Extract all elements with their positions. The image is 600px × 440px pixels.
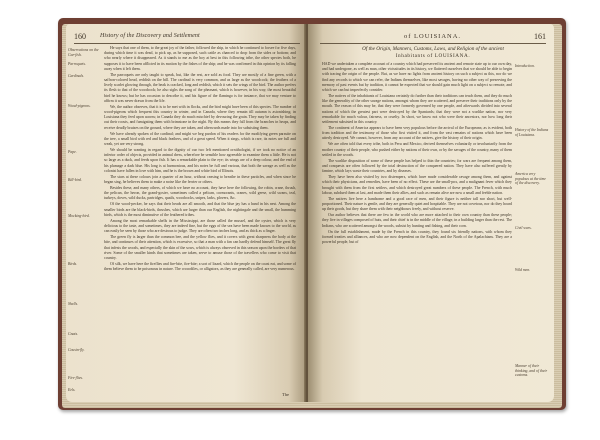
- margin-note: Civil wars.: [515, 226, 532, 230]
- margin-note: Wild men.: [515, 268, 531, 272]
- catchword: The: [282, 392, 289, 397]
- margin-note: Gnats.: [68, 332, 79, 336]
- margin-notes-right: [515, 62, 551, 396]
- paragraph: Of silk, we have here the fireflies and fire-bite, fire-bite; a sort of lizard, which the people on the coast eat, and some of them believe them to be poisonous in nature. The crocodiles, or alligators, as they are generally called, are very numerous.: [104, 262, 296, 272]
- head-rule-left: [74, 43, 300, 44]
- margin-note: Bill-bird.: [68, 178, 82, 182]
- margin-note: Cardinals.: [68, 74, 84, 78]
- margin-note: America very populous at the time of the discovery.: [515, 172, 546, 185]
- left-page: [66, 24, 306, 402]
- right-page: [308, 24, 554, 402]
- chapter-title: [320, 46, 546, 59]
- paragraph: The green fly is larger than the common bee, and the yellow flies, and it covers with great sharpness the body at the bite, and continues of their attention, which is excessive, so that a man with a fan can hardly defend himself. The great fly that infests the woods, and especially the skin of the sows, which is always observed in this season upon the borders of that river. Some of the smaller kinds that sometimes are taken, serve to amuse those of the travellers who come to visit that country.: [104, 235, 296, 261]
- paragraph: Of the wood-pecker, he says that their heads are all smooth, and that the blue jay has a hand in his nest. Among the smaller birds are the black-birds, thrushes, which are larger than our English, the nightingale and the small, the humming birds, which is the most diminutive of the feathered tribes.: [104, 202, 296, 217]
- margin-note: Birds.: [68, 262, 78, 266]
- open-book: [58, 18, 566, 410]
- paragraph: HAD we undertaken a complete account of a country which had preserved its ancient and remote state up to our own day, and had undergone, as well as man, other vicissitudes in its history, we flattered ourselves that we should be able to begin with tracing the origin of the people. But, as we have no lights from ancient history on such a subject as this, nor do we find any records to which we can refer, the Indians themselves, like most savages, having no other way of preserving the memory of past events but by tradition, it cannot be expected that we should gain much light on a subject so remote, and which we can but imperfectly consider.: [322, 62, 512, 93]
- paragraph: We should be wanting in regard to the dignity of our two left mentioned ornithologist, if we took no notice of an inferior order of objects, provided in animal dress, wherefore be sensible how agreeable to examine them a little. He is not so large as a duck, and feeds upon fish. It has a remarkable plain to the eye; its wings are of a deep colour, and the end of his plumage a dark blue. His long is at harmonious, and his notes be full and various, that both the savage as well as the colonist have fallen in love with him, and he is the brown and white bird of Illinois.: [104, 148, 296, 173]
- paragraph: The natives of the inhabitants of Louisiana certainly do further than their traditions can teach them, and they do much like the generality of the other savage nations, amongst whom they are scattered, and preserve their traditions only by the mouth. The reason of this may be, that they were formerly governed by one people, and afterwards divided into several nations of which the greatest part were destroyed by the Spaniards; that they were not a warlike nation, nor very remarkable for much valour, fairness, or cruelty. In short, we know not who were their ancestors, nor how long their settlement subsisted in this country.: [322, 94, 512, 125]
- paragraph: We are often told that every tribe, both in Peru and Mexico, derived themselves voluntarily or involuntarily from the mother country of their people, who pushed either by nations of their own, or by the savages of the country, many of them settled in the woods.: [322, 142, 512, 157]
- paragraph: Besides these, and many others, of which we have no account, they have here the following, the robin, crane, thrush, the pelican, the heron, the grand-gosier, sometimes called a pelican, cormorants, cranes, wild geese, wild swans, teal, turkeys, doves, wild ducks, partridges, quails, woodcocks, snipes, larks, plovers, &c.: [104, 186, 296, 201]
- margin-note: History of the Indians of Louisiana.: [515, 128, 549, 137]
- margin-note: Parroquets.: [68, 62, 86, 66]
- page-number-left: 160: [74, 32, 86, 41]
- margin-note: Manner of their thinking, and of their customs.: [515, 364, 548, 377]
- chapter-subtitle: Inhabitants of LOUISIANA.: [395, 52, 471, 59]
- running-head-right: of LOUISIANA.: [404, 33, 462, 40]
- margin-notes-left: [68, 46, 102, 396]
- paragraph: Our author believes that there are few in the world who are more attached to their own country than these people; they live in villages composed of huts, and their chief is in the middle of the village, in a building larger than the rest. The Indians, who are scattered amongst the woods, subsist by hunting and fishing, and their corn.: [322, 213, 512, 228]
- paragraph: The parroquets are only taught to speak, but, like the rest, are sold as food. They are mostly of a fine green, with a saffron-colored head, reddish on the bill. The cardinal is very common, and as large as the woodcock; the feathers of a lively scarlet glowing through, the beak is cracked, long and reddish, which it sets the wings of the bird. The author prefers its flesh to that of the woodcock; he also sighs the song of the pheasant, which is however, in his way, the most beautiful bird he knows; but he has occasion to describe it, and his figure of the flamingo is for instance, that we may venture to affirm it was never drawn from the life.: [104, 72, 296, 103]
- margin-note: Observations on the Gar-fish.: [68, 48, 99, 57]
- margin-note: Pape.: [68, 150, 77, 154]
- body-text-left: [104, 46, 296, 390]
- margin-note: Cousin-fly.: [68, 348, 85, 352]
- paragraph: The warlike disposition of some of these people has helped to thin the countries; for wars are frequent among them, and conquests are often followed by the total destruction of the conquered nation. They have also suffered greatly by famine, which lays waste their countries, and by diseases.: [322, 158, 512, 174]
- paragraph: He says that one of them, to the great joy of the father, followed the ship, in which he continued to forsee for five days, during which time it was dead, to pick up, as he supposed, such cattle as chanced to drop from the sides or bottom; and who nearly where it disappeared. As it stands to me as the boy at best in this following tribe, the other species both, he supposes it to have been afflicted in its motion by the fishes of the ship; and he was confirmed in this opinion by its falling away when it left them.: [104, 46, 296, 71]
- paragraph: We, the author observes, that it is to be met with in flocks, and the bird might have been of this species. The number of wood-pigeons which frequent this country in winter, and in Canada, where they remain till autumn is astonishing; in Louisiana they feed upon acorns; in Canada they do much mischief by devouring the grain. They may be taken by finding out their roosts, and fumigating them with brimstone in the night. By this means they fall from the branches in heaps, and receive deadly bruises on the ground, where they are taken, and afterwards made into for subsisting them.: [104, 104, 296, 130]
- paragraph: The natives live here a handsome and a good race of men, and their figure is neither tall nor short, but well-proportioned. Their nature is gentle, and they are generally quiet and hospitable. They are not covetous, nor do they hoard up their goods, but they share them with their neighbours freely, and without reserve.: [322, 196, 512, 212]
- paragraph: Among the most remarkable shells in the Mississippi, are those called the mussel, and the oyster, which is very delicious to the taste, and sometimes, they are indeed fine, but the eggs of the sea have been made known to the world, as can easily be seen by those who are desirous to judge. They are often two inches long, and as thick as a finger.: [104, 218, 296, 234]
- head-rule-right: [320, 43, 546, 44]
- paragraph: We have already spoken of the cardinal; and might we beg pardon of his readers for the modifying green parasite on the tree, a small bird with red and black feathers, and of a great speed. When it sings, which is rare, its notes are full and weak, yet are very strong.: [104, 131, 296, 147]
- margin-note: Fire-flies.: [68, 376, 83, 380]
- paragraph: The continent of America appears to have been very populous before the arrival of the Europeans; as is evident, both from tradition and the testimony of those who first visited it, and from the vast remains of nations which have been utterly destroyed. We cannot, however, from any account of the natives, give the history of their origin.: [322, 126, 512, 141]
- margin-note: Shells.: [68, 302, 79, 306]
- paragraph: On the full establishment, made by the French in this country, they found six friendly nations, with whom they formed treaties and alliances, and who are now dependent on the English, and the North of the Apalachians. They are a powerful people, but of: [322, 229, 512, 245]
- margin-note: Wood-pigeons.: [68, 104, 91, 108]
- margin-note: Eels.: [68, 388, 76, 392]
- margin-note: Mocking-bird.: [68, 214, 90, 218]
- chapter-title-line: Of the Origin, Manners, Customs, Laws, and Religion of the ancient: [362, 46, 504, 52]
- paragraph: They have been also visited by two distempers, which have made considerable ravage among them, and against which their physicians, and remedies, have been of no effect. These are the small-pox, and a malignant fever which they brought with them from the first settlers, and which destroyed great numbers of these people. The French, with much labour, subdued them at last, and made them their allies, and such as remain alive are now a small and feeble nation.: [322, 175, 512, 195]
- paragraph: The stars at these colours join a quarter of an hour, without ceasing to breathe in these particles, and when since he began sing, he believes them to make a noise like the ferrier or others.: [104, 174, 296, 185]
- page-number-right: 161: [534, 32, 546, 41]
- running-head-left: History of the Discovery and Settlement: [100, 33, 200, 39]
- margin-note: Introduction.: [515, 64, 535, 68]
- body-text-right: [322, 62, 512, 396]
